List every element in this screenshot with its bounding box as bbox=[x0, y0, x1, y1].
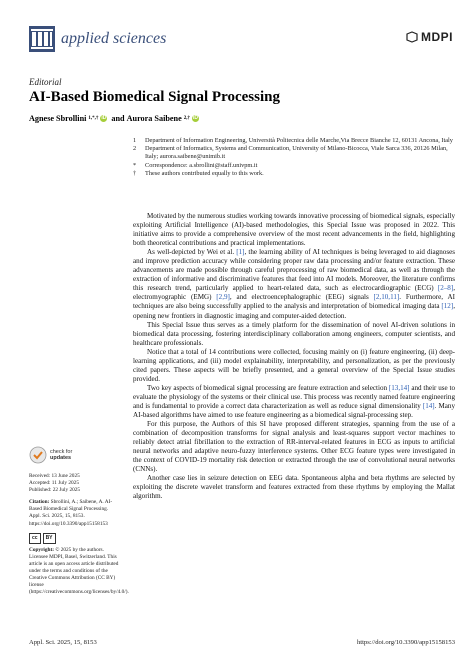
author-list bbox=[29, 114, 199, 123]
paragraph-text: As well-depicted by Wei et al. bbox=[147, 248, 237, 257]
paragraph-text: , the learning ability of AI techniques is being leveraged to aid diagnoses and improve prediction accuracy while considering proper raw data processing and/or feature extraction. These advancements are made possible through careful preprocessing of raw biomedical data, as well as through the extraction of informative and discriminative features that feed into AI models. Moreover, the literature confirms this research trend, particularly applied to heart-related data, such as electrocardiographic (ECG) bbox=[133, 248, 455, 293]
footer-citation: Appl. Sci. 2025, 15, 8153 bbox=[29, 639, 97, 646]
paragraph-text: . Many AI-based algorithms have aimed to use feature engineering as a biomedical signal-processing step. bbox=[133, 401, 455, 420]
author-conjunction: and bbox=[111, 114, 125, 123]
article-title: AI-Based Biomedical Signal Processing bbox=[29, 89, 280, 105]
affiliation-number: 1 bbox=[133, 137, 137, 144]
affiliation-item bbox=[133, 162, 453, 170]
citation-link[interactable]: [12] bbox=[441, 302, 454, 311]
affiliations bbox=[133, 137, 453, 178]
citation-link[interactable]: [14] bbox=[422, 401, 435, 410]
body-paragraph bbox=[133, 248, 455, 320]
body-paragraph: Motivated by the numerous studies working towards innovative processing of biomedical signals, especially exploiting Artificial Intelligence (AI)-based methodologies, this Special Issue was proposed in 2022. This initiative aims to provide a comprehensive overview of the most recent advancements in the field, highlighting both theoretical contributions and practical implementations. bbox=[133, 212, 455, 248]
published-date: Published: 22 July 2025 bbox=[29, 487, 81, 494]
affiliation-item bbox=[133, 170, 453, 178]
accepted-date: Accepted: 11 July 2025 bbox=[29, 480, 79, 487]
citation-text[interactable]: Sbrollini, A.; Saibene, A. AI-Based Biomedical Signal Processing. Appl. Sci. 2025, 15, 8153. https://doi.org/10.3390/app15158153 bbox=[29, 499, 113, 527]
body-paragraph: Another case lies in seizure detection on EEG data. Spontaneous alpha and beta rhythms are selected by exploiting the discrete wavelet transform and features extracted from these rhythms by employing the Mallat algorithm. bbox=[133, 474, 455, 501]
paragraph-text: , electromyographic (EMG) bbox=[133, 284, 455, 302]
author-affiliation-marks: 1,*,† bbox=[88, 116, 99, 121]
body-paragraph: For this purpose, the Authors of this SI have proposed different strategies, spanning from the use of a combination of decomposition transforms for signal analysis and least-squares support vector machines to reliably detect atrial fibrillation to the extraction of RR-interval-related features in ECG as inputs to artificial neural networks and adaptive neuro-fuzzy interference systems. Other ECG feature types were investigated in the context of COVID-19 mortality risk detection or extracted through the use of convolutional neural networks (CNNs). bbox=[133, 420, 455, 474]
body-paragraph: Notice that a total of 14 contributions were collected, focusing mainly on (i) feature engineering, (ii) deep-learning applications, and (iii) model explainability, interpretability, and personalization, as per the previously cited papers. These aspects will be briefly presented, and a general overview of the Special Issue studies provided. bbox=[133, 347, 455, 383]
paragraph-text: Two key aspects of biomedical signal processing are feature extraction and selection bbox=[147, 383, 389, 392]
publisher-name: MDPI bbox=[421, 30, 453, 44]
citation-link[interactable]: [1] bbox=[236, 248, 245, 257]
article-body bbox=[133, 212, 455, 502]
citation-link[interactable]: [13,14] bbox=[388, 383, 410, 392]
check-updates-icon bbox=[29, 446, 47, 464]
received-date: Received: 13 June 2025 bbox=[29, 473, 80, 479]
paragraph-text: . Furthermore, AI techniques are also being successfully applied to the analysis and interpretation of biomedical imaging data bbox=[133, 293, 455, 311]
journal-logo-icon bbox=[29, 26, 55, 52]
affiliation-number: * bbox=[133, 161, 137, 169]
citation-label: Citation: bbox=[29, 499, 50, 506]
affiliation-text: Department of Informatics, Systems and Communication, University of Milano-Bicocca, Viale Sarca 336, 20126 Milan, Italy; aurora.saibene@unimib.it bbox=[145, 145, 448, 161]
mdpi-mark-icon bbox=[406, 31, 418, 43]
citation-link[interactable]: [2,9] bbox=[216, 293, 230, 302]
dates-block bbox=[29, 473, 121, 494]
article-info-sidebar bbox=[29, 473, 129, 601]
paragraph-text: , opening new frontiers in diagnostic imaging and computer-aided detection. bbox=[133, 302, 455, 320]
affiliation-number: † bbox=[133, 169, 137, 177]
copyright-label: Copyright: bbox=[29, 546, 55, 553]
affiliation-item bbox=[133, 145, 453, 161]
journal-name[interactable]: applied sciences bbox=[61, 30, 167, 47]
copyright-block bbox=[29, 546, 129, 597]
body-paragraph: This Special Issue thus serves as a timely platform for the dissemination of novel AI-driven solutions in biomedical data processing, fostering interdisciplinary collaboration among engineers, computer scientists, and healthcare professionals. bbox=[133, 320, 455, 347]
copyright-text: © 2025 by the authors. Licensee MDPI, Basel, Switzerland. This article is an open access article distributed under the terms and conditions of the Creative Commons Attribution (CC BY) license (https://creativecommons.org/licenses/by/4.0/). bbox=[29, 546, 129, 596]
check-updates-line: updates bbox=[50, 455, 72, 461]
footer-doi-link[interactable]: https://doi.org/10.3390/app15158153 bbox=[356, 639, 455, 646]
paragraph-text: , and electroencephalographic (EEG) signals bbox=[229, 293, 374, 302]
author-name[interactable]: Agnese Sbrollini bbox=[29, 114, 87, 123]
cc-license-badge[interactable] bbox=[29, 533, 121, 544]
affiliation-item bbox=[133, 137, 453, 145]
citation-block bbox=[29, 499, 121, 527]
equal-contribution-note: These authors contributed equally to this work. bbox=[145, 169, 264, 177]
check-updates-line: check for bbox=[50, 449, 73, 455]
author-affiliation-marks: 2,† bbox=[183, 116, 190, 121]
affiliation-text: Department of Information Engineering, Università Politecnica delle Marche,Via Brecce Bianche 12, 60131 Ancona, Italy bbox=[145, 137, 453, 144]
paragraph-text: and their use to evaluate the physiology of the systems or their clinical use. This process was recently named feature engineering and is fundamental to provide a correct data characterization as well as reduce signal dimensionality bbox=[133, 383, 456, 410]
author-name[interactable]: Aurora Saibene bbox=[126, 114, 182, 123]
check-updates-label bbox=[50, 449, 72, 461]
affiliation-number: 2 bbox=[133, 145, 137, 153]
correspondence-text: Correspondence: a.sbrollini@staff.univpm.it bbox=[145, 161, 258, 169]
publisher-logo[interactable] bbox=[406, 30, 453, 44]
by-icon: BY bbox=[43, 533, 56, 544]
citation-link[interactable]: [2,10,11] bbox=[373, 293, 400, 302]
body-paragraph bbox=[133, 384, 455, 420]
article-type: Editorial bbox=[29, 77, 62, 87]
check-for-updates-button[interactable] bbox=[29, 444, 89, 466]
citation-link[interactable]: [2–8] bbox=[437, 284, 454, 293]
orcid-icon[interactable]: iD bbox=[192, 115, 198, 121]
orcid-icon[interactable]: iD bbox=[101, 115, 107, 121]
cc-icon: cc bbox=[29, 533, 41, 544]
